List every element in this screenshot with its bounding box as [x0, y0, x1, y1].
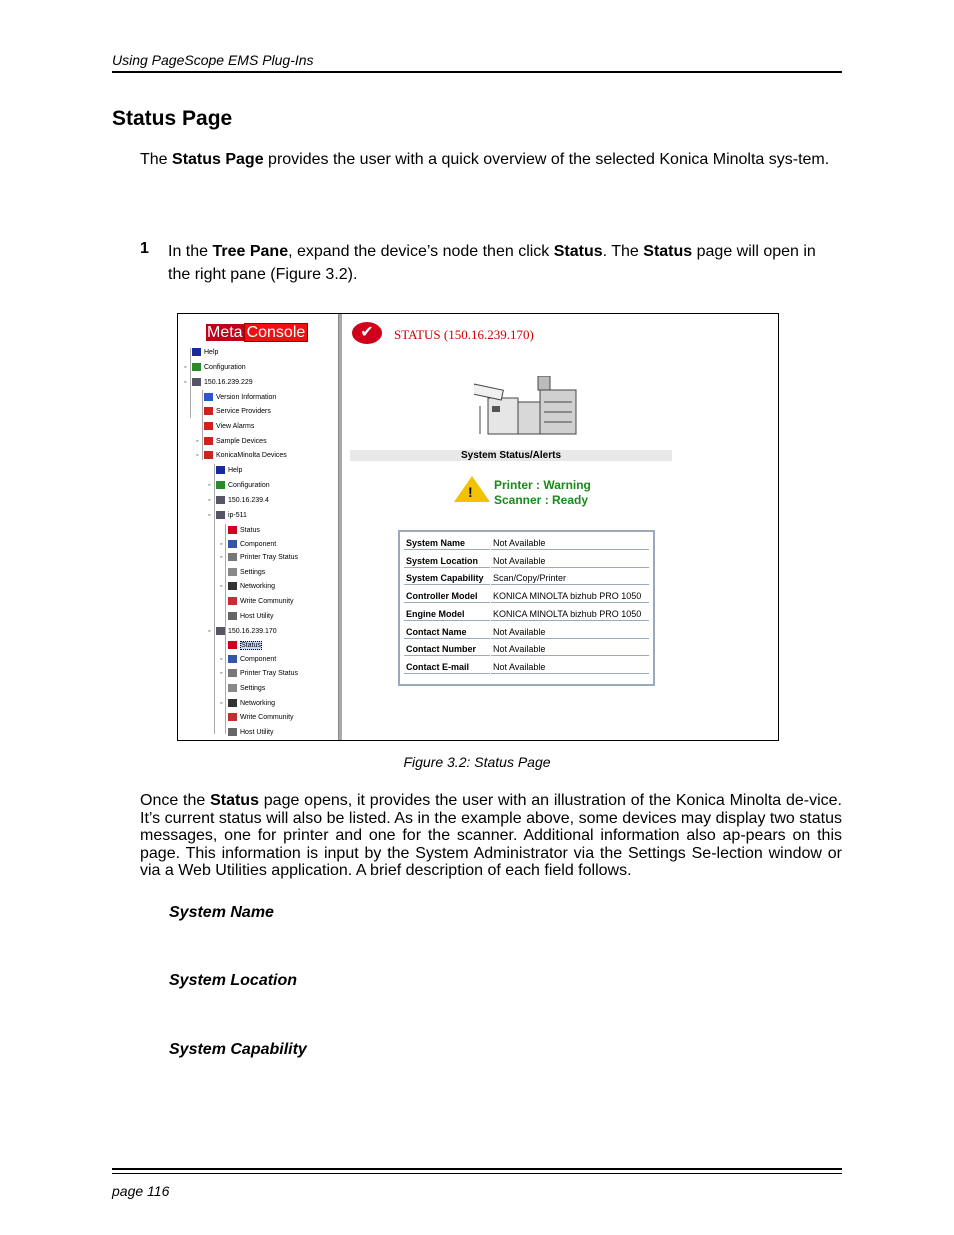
tree-node-label: Printer Tray Status [240, 554, 298, 561]
field-term: System Capability [169, 1041, 307, 1058]
page-number: page 116 [112, 1183, 170, 1199]
v-icon [204, 393, 213, 401]
eye-icon [204, 407, 213, 415]
tree-node-label: Component [240, 656, 277, 663]
row-label: System Location [404, 554, 490, 568]
tree-node-label: 150.16.239.4 [228, 497, 269, 504]
tree-node-label: View Alarms [216, 423, 255, 430]
row-value: KONICA MINOLTA bizhub PRO 1050 [491, 607, 649, 621]
tree-node-label: 150.16.239.229 [204, 379, 253, 386]
tree-node-label: Networking [240, 700, 276, 707]
tree-node[interactable] [196, 407, 271, 416]
tree-node[interactable] [220, 684, 265, 693]
table-row [404, 642, 647, 656]
prt-icon [228, 553, 237, 561]
printer-status: Printer : Warning [494, 478, 591, 492]
tree-node[interactable] [208, 627, 277, 636]
table-row [404, 607, 647, 621]
metaconsole-logo: Meta Console [206, 324, 308, 342]
status-pane [342, 314, 778, 740]
row-value: Not Available [491, 554, 649, 568]
tree-node[interactable] [220, 597, 294, 606]
tree-node[interactable] [220, 641, 262, 650]
pc-icon [192, 378, 201, 386]
expand-icon[interactable]: ◦ [208, 512, 211, 519]
set-icon [228, 684, 237, 692]
warning-mark: ! [468, 484, 473, 500]
chk-icon [228, 641, 237, 649]
row-value: Not Available [491, 660, 649, 674]
expand-icon[interactable]: ◦ [196, 452, 199, 459]
tree-node-label: Write Community [240, 598, 294, 605]
tree-node[interactable] [184, 363, 246, 372]
cmp-icon [228, 540, 237, 548]
figure-caption: Figure 3.2: Status Page [403, 754, 551, 770]
tree-node[interactable] [208, 496, 269, 505]
pc-icon [216, 496, 225, 504]
cfg-icon [192, 363, 201, 371]
tree-node[interactable] [208, 466, 242, 475]
printer-illustration [474, 376, 578, 438]
row-label: System Capability [404, 571, 490, 585]
chk-icon [228, 526, 237, 534]
system-info-table [398, 530, 655, 686]
pc-icon [216, 627, 225, 635]
tree-node-label: Status [241, 642, 261, 649]
running-header: Using PageScope EMS Plug-Ins [112, 52, 314, 68]
section-title: Status Page [112, 107, 233, 130]
row-label: Controller Model [404, 589, 490, 603]
tree-node[interactable] [208, 481, 270, 490]
eye-icon [204, 437, 213, 445]
tree-node-label: Service Providers [216, 408, 271, 415]
tree-node[interactable] [220, 582, 275, 591]
tree-node[interactable] [220, 568, 265, 577]
tree-node[interactable] [220, 553, 298, 562]
tree-node-label: Status [240, 527, 260, 534]
section-bar: System Status/Alerts [350, 450, 672, 461]
checkmark-icon: ✔ [352, 322, 382, 344]
expand-icon[interactable]: ◦ [220, 541, 223, 548]
eye-icon [204, 451, 213, 459]
tree-node-label: ip-511 [228, 512, 247, 519]
table-row [404, 571, 647, 585]
table-row [404, 660, 647, 674]
tree-node-label: 150.16.239.170 [228, 628, 277, 635]
expand-icon[interactable]: ◦ [208, 628, 211, 635]
tree-node[interactable] [220, 540, 276, 549]
pen-icon [228, 597, 237, 605]
tree-node-label: Help [228, 467, 243, 474]
row-value: Not Available [491, 625, 649, 639]
expand-icon[interactable]: ◦ [220, 700, 223, 707]
field-term: System Name [169, 904, 274, 921]
tree-node-label: Help [204, 349, 219, 356]
table-row [404, 554, 647, 568]
row-value: Not Available [491, 536, 649, 550]
cmp-icon [228, 655, 237, 663]
tree-node-label: Settings [240, 685, 266, 692]
step-text: In the Tree Pane, expand the device’s node then click Status. The Status page will open in the right pane (Figure 3.2). [168, 243, 816, 283]
pc-icon [216, 511, 225, 519]
tree-node[interactable] [220, 612, 273, 621]
expand-icon[interactable]: ◦ [196, 438, 199, 445]
row-value: Scan/Copy/Printer [491, 571, 649, 585]
expand-icon[interactable]: ◦ [220, 670, 223, 677]
expand-icon[interactable]: ◦ [220, 554, 223, 561]
scanner-status: Scanner : Ready [494, 493, 589, 507]
expand-icon[interactable]: ◦ [220, 656, 223, 663]
footer-rule [112, 1168, 842, 1170]
field-term: System Location [169, 972, 298, 989]
row-label: Contact Name [404, 625, 490, 639]
prt-icon [228, 669, 237, 677]
tree-node[interactable] [184, 348, 218, 357]
tree-node[interactable] [196, 451, 287, 460]
tree-node-label: Version Information [216, 394, 277, 401]
tree-node-label: Configuration [204, 364, 246, 371]
tree-node[interactable] [196, 422, 254, 431]
tree-node-label: KonicaMinolta Devices [216, 452, 287, 459]
tree-node-label: Configuration [228, 482, 270, 489]
tree-node-label: Write Community [240, 714, 294, 721]
expand-icon[interactable]: ◦ [184, 379, 187, 386]
row-value: KONICA MINOLTA bizhub PRO 1050 [491, 589, 649, 603]
tree-node[interactable] [220, 526, 260, 535]
expand-icon[interactable]: ◦ [208, 497, 211, 504]
tree-node-label: Host Utility [240, 729, 274, 736]
tree-node-label: Printer Tray Status [240, 670, 298, 677]
tree-node[interactable] [220, 713, 294, 722]
tree-pane [178, 314, 339, 740]
table-row [404, 625, 647, 639]
tree-node[interactable] [184, 378, 253, 387]
expand-icon[interactable]: ◦ [208, 482, 211, 489]
tree-node[interactable] [196, 393, 276, 402]
tree-node[interactable] [208, 511, 247, 520]
step-number: 1 [140, 240, 149, 257]
cfg-icon [216, 481, 225, 489]
expand-icon[interactable]: ◦ [220, 583, 223, 590]
body-paragraph: Once the Status page opens, it provides the user with an illustration of the Konica Minolta de-vice. It’s current status will also be listed. As in the example above, some devices may display two status messages, one for printer and one for the scanner. Additional information also ap-pears on this page. This information is input by the System Administrator via the Settings Se-lection window or via a Web Utilities application. A brief description of each field follows. [140, 792, 842, 879]
tree-node-label: Settings [240, 569, 266, 576]
intro-paragraph: The Status Page provides the user with a quick overview of the selected Konica Minolta sys-tem. [140, 151, 830, 168]
pen-icon [228, 713, 237, 721]
row-label: Engine Model [404, 607, 490, 621]
q-icon [192, 348, 201, 356]
table-row [404, 589, 647, 603]
set-icon [228, 568, 237, 576]
header-rule [112, 71, 842, 73]
host-icon [228, 728, 237, 736]
expand-icon[interactable]: ◦ [184, 364, 187, 371]
tree-node-label: Host Utility [240, 613, 274, 620]
tri-icon [204, 422, 213, 430]
status-page-screenshot [177, 313, 779, 741]
tree-node-label: Component [240, 541, 277, 548]
row-label: Contact E-mail [404, 660, 490, 674]
row-value: Not Available [491, 642, 649, 656]
tree-node-label: Networking [240, 583, 276, 590]
q-icon [216, 466, 225, 474]
row-label: Contact Number [404, 642, 490, 656]
footer-rule-thin [112, 1173, 842, 1174]
tree-node[interactable] [220, 728, 273, 737]
status-title: STATUS (150.16.239.170) [394, 327, 534, 342]
table-row [404, 536, 647, 550]
host-icon [228, 612, 237, 620]
tree-node[interactable] [220, 669, 298, 678]
net-icon [228, 699, 237, 707]
net-icon [228, 582, 237, 590]
tree-node[interactable] [220, 655, 276, 664]
tree-node[interactable] [196, 437, 267, 446]
row-label: System Name [404, 536, 490, 550]
tree-node[interactable] [220, 699, 275, 708]
tree-node-label: Sample Devices [216, 438, 267, 445]
